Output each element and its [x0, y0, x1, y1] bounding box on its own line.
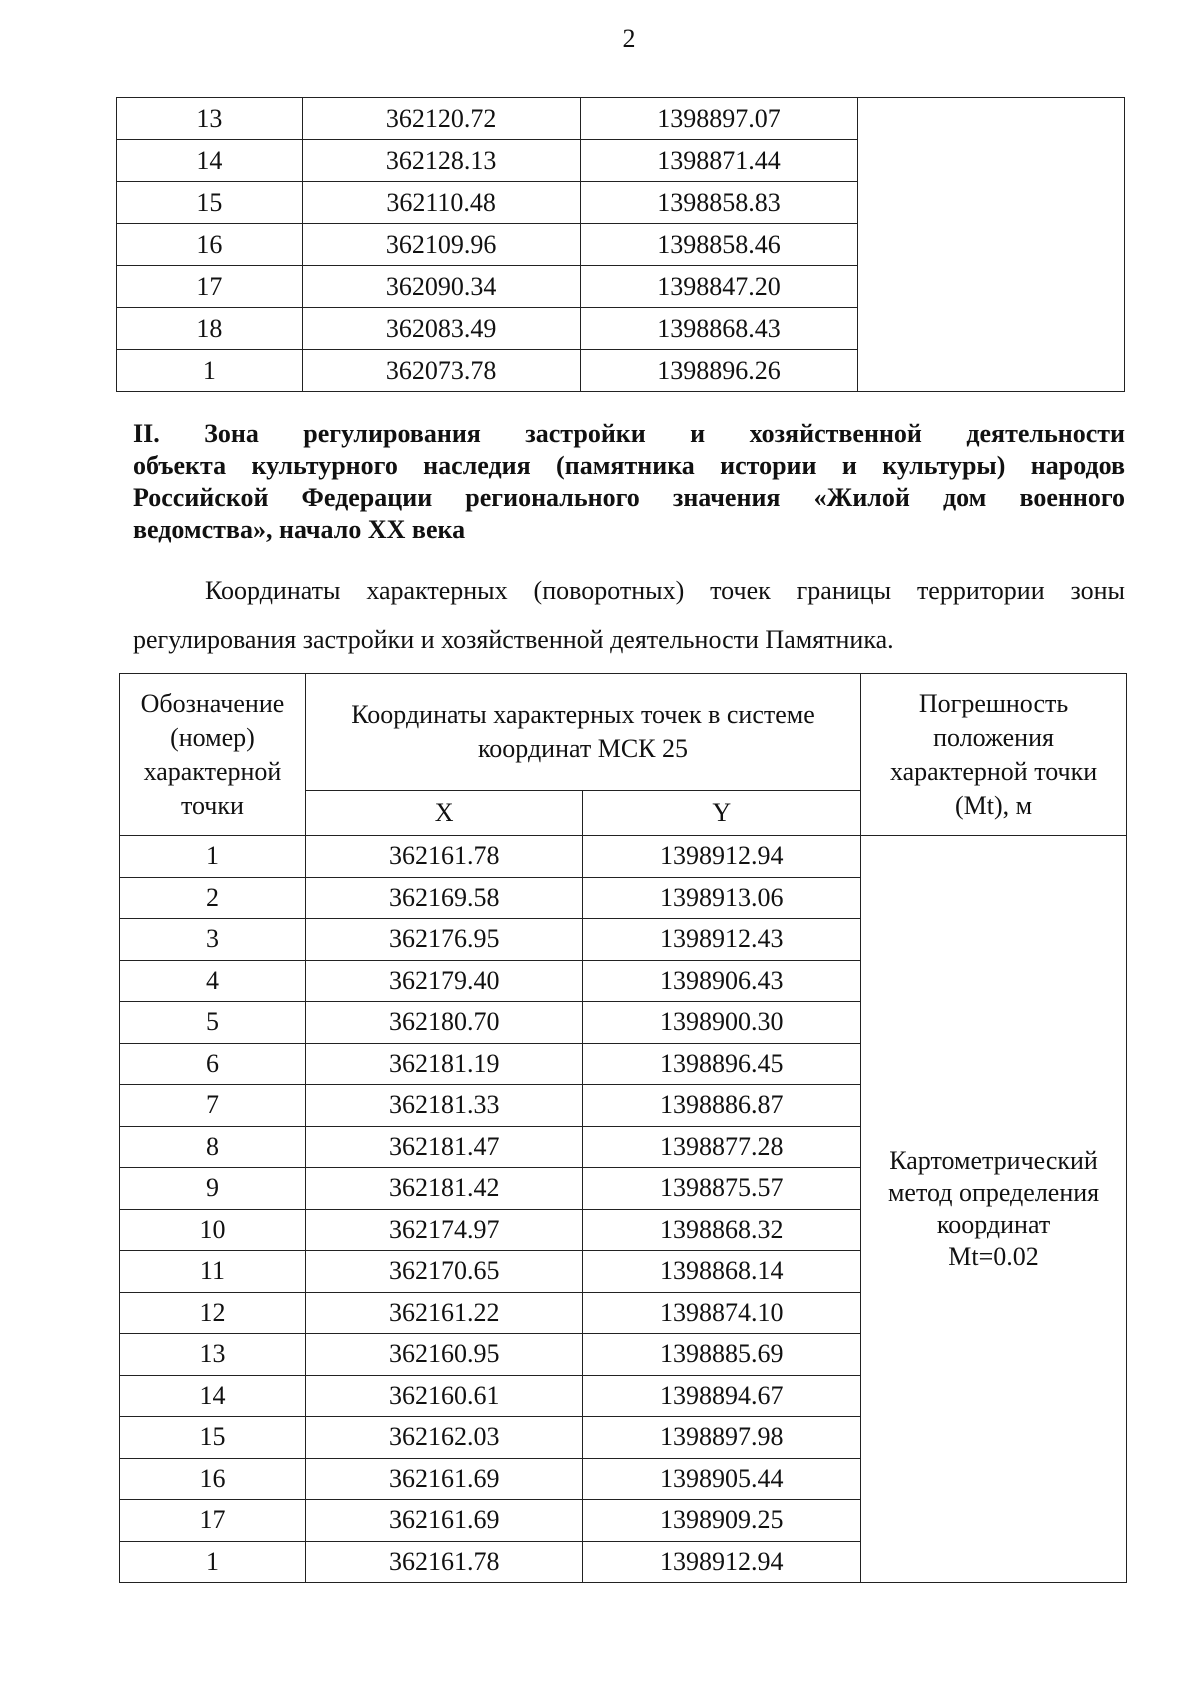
x-coordinate-cell: 362109.96 — [302, 224, 580, 266]
point-number-cell: 14 — [120, 1375, 306, 1417]
x-column-header: X — [305, 791, 583, 836]
x-coordinate-cell: 362162.03 — [305, 1417, 583, 1459]
point-number-cell: 15 — [120, 1417, 306, 1459]
x-coordinate-cell: 362120.72 — [302, 98, 580, 140]
point-number-cell: 1 — [117, 350, 303, 392]
x-coordinate-cell: 362160.95 — [305, 1334, 583, 1376]
point-number-cell: 7 — [120, 1085, 306, 1127]
point-number-cell: 11 — [120, 1251, 306, 1293]
y-coordinate-cell: 1398894.67 — [583, 1375, 861, 1417]
point-number-cell: 9 — [120, 1168, 306, 1210]
page-number: 2 — [622, 24, 636, 53]
top-table-body — [117, 98, 1125, 392]
x-coordinate-cell: 362161.69 — [305, 1500, 583, 1542]
x-coordinate-cell: 362160.61 — [305, 1375, 583, 1417]
x-coordinate-cell: 362161.22 — [305, 1292, 583, 1334]
point-number-cell: 16 — [120, 1458, 306, 1500]
main-table-header — [120, 674, 1127, 836]
designation-header — [120, 674, 306, 836]
point-number-cell: 17 — [120, 1500, 306, 1542]
method-note-cell — [861, 836, 1127, 1583]
y-coordinate-cell: 1398897.07 — [580, 98, 858, 140]
heading-line: II. Зона регулирования застройки и хозяйственной деятельности — [133, 419, 1125, 448]
point-number-cell: 5 — [120, 1002, 306, 1044]
y-coordinate-cell: 1398868.14 — [583, 1251, 861, 1293]
y-coordinate-cell: 1398847.20 — [580, 266, 858, 308]
x-coordinate-cell: 362169.58 — [305, 877, 583, 919]
empty-error-cell — [858, 98, 1125, 392]
x-coordinate-cell: 362128.13 — [302, 140, 580, 182]
error-header-line: характерной точки — [889, 756, 1098, 786]
point-number-cell: 1 — [120, 836, 306, 878]
main-coordinates-table — [119, 673, 1127, 1583]
section-heading — [133, 418, 1125, 546]
method-note-line: Картометрический — [889, 1146, 1098, 1175]
point-number-cell: 8 — [120, 1126, 306, 1168]
x-coordinate-cell: 362161.69 — [305, 1458, 583, 1500]
point-number-cell: 4 — [120, 960, 306, 1002]
main-table-body — [120, 836, 1127, 1583]
x-coordinate-cell: 362161.78 — [305, 836, 583, 878]
y-coordinate-cell: 1398912.43 — [583, 919, 861, 961]
x-coordinate-cell: 362181.42 — [305, 1168, 583, 1210]
x-coordinate-cell: 362179.40 — [305, 960, 583, 1002]
point-number-cell: 18 — [117, 308, 303, 350]
x-coordinate-cell: 362083.49 — [302, 308, 580, 350]
y-coordinate-cell: 1398877.28 — [583, 1126, 861, 1168]
y-coordinate-cell: 1398886.87 — [583, 1085, 861, 1127]
y-coordinate-cell: 1398868.32 — [583, 1209, 861, 1251]
table-row — [117, 98, 1125, 140]
coordinates-header-line: координат МСК 25 — [477, 734, 689, 763]
y-coordinate-cell: 1398912.94 — [583, 836, 861, 878]
point-number-cell: 13 — [120, 1334, 306, 1376]
error-header-line: (Mt), м — [954, 790, 1033, 820]
point-number-cell: 13 — [117, 98, 303, 140]
error-header — [861, 674, 1127, 836]
intro-paragraph-line-1: Координаты характерных (поворотных) точек границы территории зоны — [205, 576, 1125, 605]
y-coordinate-cell: 1398874.10 — [583, 1292, 861, 1334]
header-row — [120, 674, 1127, 791]
y-coordinate-cell: 1398871.44 — [580, 140, 858, 182]
point-number-cell: 2 — [120, 877, 306, 919]
designation-header-line: Обозначение — [140, 688, 285, 718]
point-number-cell: 17 — [117, 266, 303, 308]
designation-header-line: характерной — [143, 756, 282, 786]
x-coordinate-cell: 362170.65 — [305, 1251, 583, 1293]
y-coordinate-cell: 1398912.94 — [583, 1541, 861, 1583]
point-number-cell: 14 — [117, 140, 303, 182]
heading-line: ведомства», начало XX века — [133, 515, 466, 544]
y-coordinate-cell: 1398858.46 — [580, 224, 858, 266]
y-coordinate-cell: 1398897.98 — [583, 1417, 861, 1459]
x-coordinate-cell: 362090.34 — [302, 266, 580, 308]
method-note-line: координат — [936, 1210, 1051, 1239]
heading-line: Российской Федерации регионального значения «Жилой дом военного — [133, 483, 1125, 512]
heading-line: объекта культурного наследия (памятника истории и культуры) народов — [133, 451, 1125, 480]
point-number-cell: 3 — [120, 919, 306, 961]
x-coordinate-cell: 362073.78 — [302, 350, 580, 392]
point-number-cell: 16 — [117, 224, 303, 266]
point-number-cell: 12 — [120, 1292, 306, 1334]
top-coordinates-table — [116, 97, 1125, 392]
table-row — [120, 836, 1127, 878]
y-coordinate-cell: 1398896.26 — [580, 350, 858, 392]
point-number-cell: 1 — [120, 1541, 306, 1583]
y-coordinate-cell: 1398913.06 — [583, 877, 861, 919]
x-coordinate-cell: 362181.19 — [305, 1043, 583, 1085]
point-number-cell: 6 — [120, 1043, 306, 1085]
designation-header-line: точки — [180, 790, 244, 820]
x-coordinate-cell: 362181.47 — [305, 1126, 583, 1168]
error-header-line: Погрешность — [918, 688, 1069, 718]
y-coordinate-cell: 1398885.69 — [583, 1334, 861, 1376]
coordinates-header-line: Координаты характерных точек в системе — [351, 700, 815, 729]
method-note-line: метод определения — [887, 1178, 1100, 1207]
x-coordinate-cell: 362181.33 — [305, 1085, 583, 1127]
y-column-header: Y — [583, 791, 861, 836]
method-note-line: Mt=0.02 — [948, 1242, 1039, 1271]
y-coordinate-cell: 1398900.30 — [583, 1002, 861, 1044]
error-header-line: положения — [933, 722, 1054, 752]
point-number-cell: 10 — [120, 1209, 306, 1251]
x-coordinate-cell: 362176.95 — [305, 919, 583, 961]
x-coordinate-cell: 362174.97 — [305, 1209, 583, 1251]
x-coordinate-cell: 362180.70 — [305, 1002, 583, 1044]
y-coordinate-cell: 1398909.25 — [583, 1500, 861, 1542]
x-coordinate-cell: 362161.78 — [305, 1541, 583, 1583]
y-coordinate-cell: 1398896.45 — [583, 1043, 861, 1085]
y-coordinate-cell: 1398858.83 — [580, 182, 858, 224]
point-number-cell: 15 — [117, 182, 303, 224]
designation-header-line: (номер) — [170, 722, 255, 752]
y-coordinate-cell: 1398906.43 — [583, 960, 861, 1002]
x-coordinate-cell: 362110.48 — [302, 182, 580, 224]
y-coordinate-cell: 1398868.43 — [580, 308, 858, 350]
y-coordinate-cell: 1398875.57 — [583, 1168, 861, 1210]
y-coordinate-cell: 1398905.44 — [583, 1458, 861, 1500]
intro-paragraph-line-2: регулирования застройки и хозяйственной деятельности Памятника. — [133, 625, 894, 654]
coordinates-header — [305, 674, 860, 791]
